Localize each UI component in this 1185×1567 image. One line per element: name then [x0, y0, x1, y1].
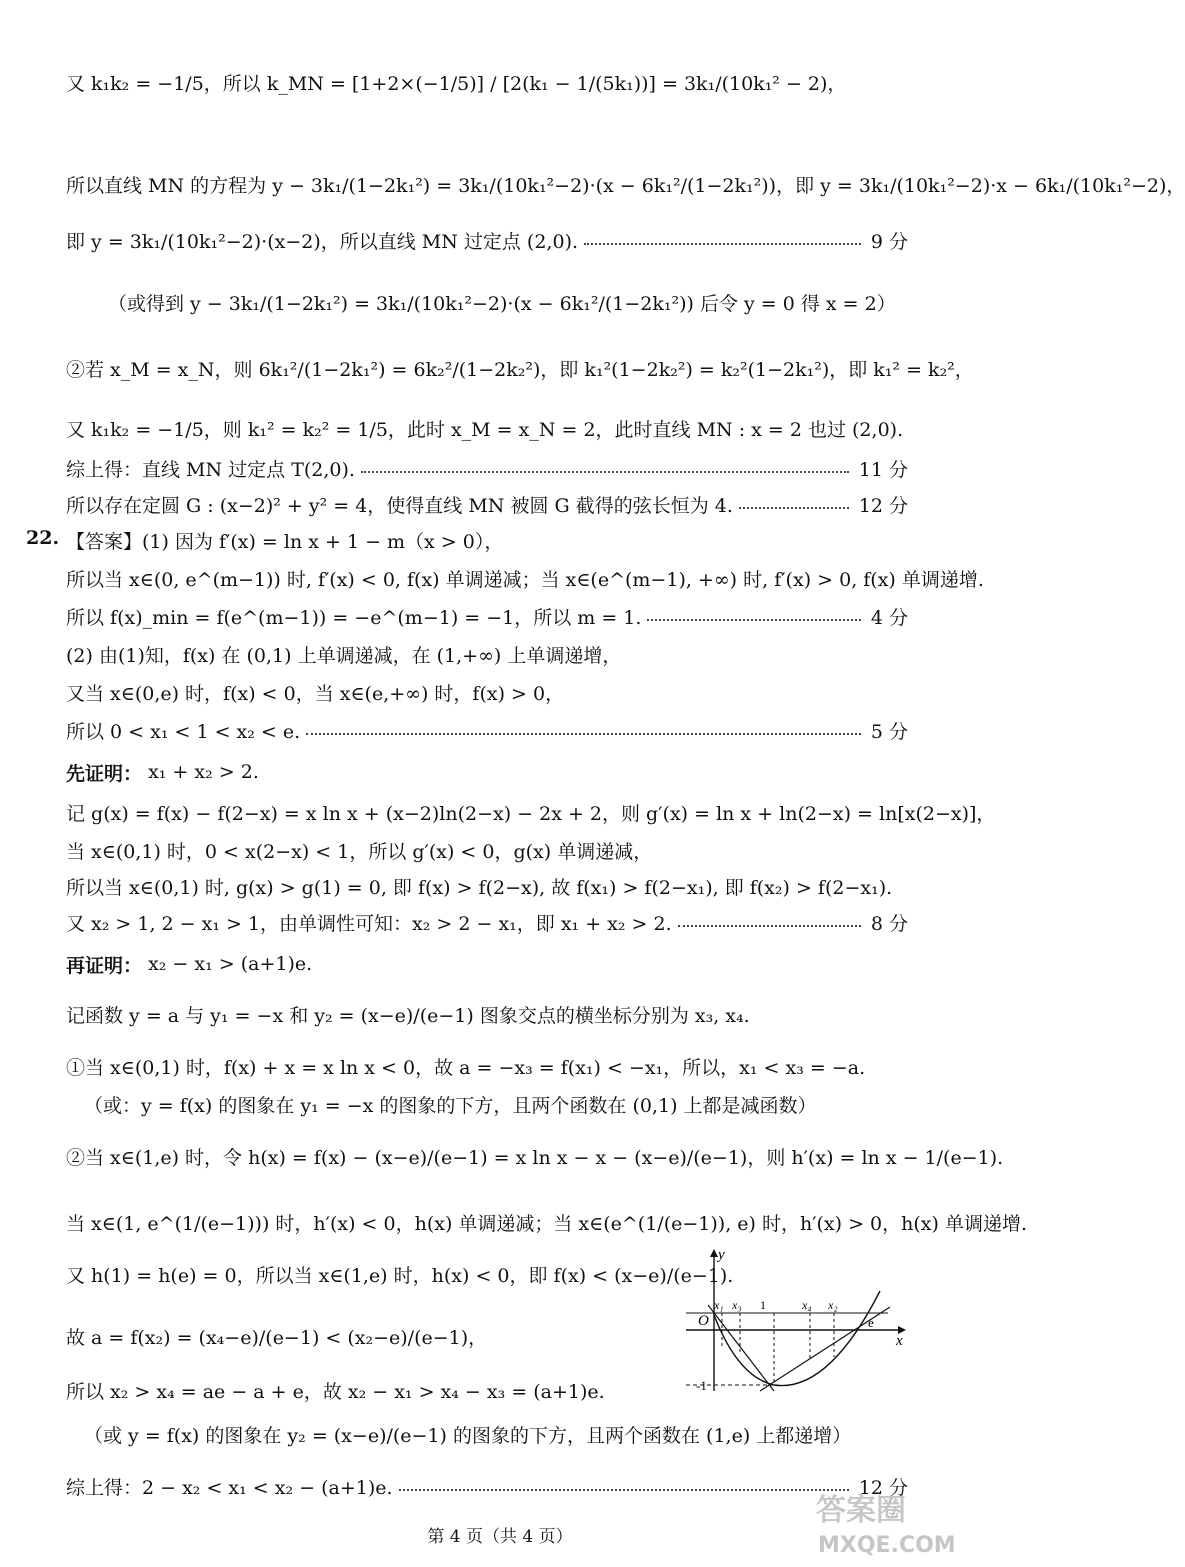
line-23: （或：y = f(x) 的图象在 y₁ = −x 的图象的下方，且两个函数在 (0,1) 上都是减函数）	[84, 1094, 817, 1117]
line-8: 所以存在定圆 G : (x−2)² + y² = 4，使得直线 MN 被圆 G 截得的弦长恒为 4. 12 分	[66, 494, 908, 517]
line-12: (2) 由(1)知，f(x) 在 (0,1) 上单调递减，在 (1,+∞) 上单调递增，	[66, 644, 622, 667]
line-6: 又 k₁k₂ = −1/5，则 k₁² = k₂² = 1/5，此时 x_M = x_N = 2，此时直线 MN : x = 2 也过 (2,0).	[66, 418, 904, 441]
line-1: 又 k₁k₂ = −1/5，所以 k_MN = [1+2×(−1/5)] / [2(k₁ − 1/(5k₁))] = 3k₁/(10k₁² − 2)，	[66, 72, 847, 95]
line-20: 再证明： x₂ − x₁ > (a+1)e.	[66, 953, 313, 977]
watermark-url: MXQE.COM	[818, 1533, 956, 1558]
line-2: 所以直线 MN 的方程为 y − 3k₁/(1−2k₁²) = 3k₁/(10k₁²−2)·(x − 6k₁²/(1−2k₁²))，即 y = 3k₁/(10k₁²−2)·x − 6k₁/(10k₁²−2)，	[66, 174, 1185, 197]
question-number: 22.	[26, 527, 60, 549]
line-3: 即 y = 3k₁/(10k₁²−2)·(x−2)，所以直线 MN 过定点 (2,0). 9 分	[66, 230, 908, 253]
y-axis-arrow	[710, 1249, 718, 1257]
line-14: 所以 0 < x₁ < 1 < x₂ < e. 5 分	[66, 720, 908, 743]
line-y1	[708, 1305, 774, 1391]
line-4: （或得到 y − 3k₁/(1−2k₁²) = 3k₁/(10k₁²−2)·(x − 6k₁²/(1−2k₁²)) 后令 y = 0 得 x = 2）	[108, 292, 896, 315]
line-10: 所以当 x∈(0, e^(m−1)) 时, f′(x) < 0, f(x) 单调递减；当 x∈(e^(m−1), +∞) 时, f′(x) > 0, f(x) 单调递增.	[66, 568, 984, 591]
page-footer: 第 4 页（共 4 页）	[427, 1527, 573, 1547]
line-11: 所以 f(x)_min = f(e^(m−1)) = −e^(m−1) = −1，所以 m = 1. 4 分	[66, 606, 908, 629]
line-7: 综上得：直线 MN 过定点 T(2,0). 11 分	[66, 458, 908, 481]
line-26: 又 h(1) = h(e) = 0，所以当 x∈(1,e) 时，h(x) < 0，即 f(x) < (x−e)/(e−1).	[66, 1264, 734, 1287]
line-16: 记 g(x) = f(x) − f(2−x) = x ln x + (x−2)ln(2−x) − 2x + 2，则 g′(x) = ln x + ln(2−x) = ln[x(2−x)]，	[66, 802, 996, 825]
label-origin: O	[698, 1313, 709, 1329]
line-22: ①当 x∈(0,1) 时，f(x) + x = x ln x < 0，故 a = −x₃ = f(x₁) < −x₁，所以，x₁ < x₃ = −a.	[66, 1056, 866, 1079]
line-17: 当 x∈(0,1) 时，0 < x(2−x) < 1，所以 g′(x) < 0，g(x) 单调递减，	[66, 840, 653, 863]
label-x1: x₁	[714, 1298, 724, 1312]
watermark-logo	[808, 1482, 978, 1562]
label-x: x	[896, 1333, 903, 1349]
watermark-text: 答案圈	[816, 1493, 906, 1528]
line-9: 【答案】(1) 因为 f′(x) = ln x + 1 − m（x > 0），	[66, 530, 504, 553]
line-15: 先证明： x₁ + x₂ > 2.	[66, 761, 259, 785]
label-e: e	[868, 1315, 874, 1330]
label-minus-one: -1	[696, 1378, 707, 1393]
label-y: y	[718, 1247, 725, 1263]
line-27: 故 a = f(x₂) = (x₄−e)/(e−1) < (x₂−e)/(e−1)，	[66, 1326, 488, 1349]
function-graph	[678, 1245, 912, 1397]
line-25: 当 x∈(1, e^(1/(e−1))) 时，h′(x) < 0，h(x) 单调递减；当 x∈(e^(1/(e−1)), e) 时，h′(x) > 0，h(x) 单调递增.	[66, 1212, 1028, 1235]
label-x4: x₄	[802, 1298, 812, 1312]
label-x2: x₂	[828, 1298, 838, 1312]
line-24: ②当 x∈(1,e) 时，令 h(x) = f(x) − (x−e)/(e−1) = x ln x − x − (x−e)/(e−1)，则 h′(x) = ln x − 1/(e−1).	[66, 1146, 1004, 1169]
line-5: ②若 x_M = x_N，则 6k₁²/(1−2k₁²) = 6k₂²/(1−2k₂²)，即 k₁²(1−2k₂²) = k₂²(1−2k₁²)，即 k₁² = k₂²，	[66, 358, 974, 381]
label-x3: x₃	[732, 1298, 742, 1312]
line-21: 记函数 y = a 与 y₁ = −x 和 y₂ = (x−e)/(e−1) 图象交点的横坐标分别为 x₃, x₄.	[66, 1004, 750, 1027]
line-29: （或 y = f(x) 的图象在 y₂ = (x−e)/(e−1) 的图象的下方，且两个函数在 (1,e) 上都递增）	[84, 1424, 852, 1447]
line-13: 又当 x∈(0,e) 时，f(x) < 0，当 x∈(e,+∞) 时，f(x) > 0，	[66, 682, 565, 705]
label-one: 1	[760, 1298, 766, 1312]
line-30: 综上得：2 − x₂ < x₁ < x₂ − (a+1)e. 12 分	[66, 1476, 908, 1499]
line-19: 又 x₂ > 1, 2 − x₁ > 1，由单调性可知：x₂ > 2 − x₁，即 x₁ + x₂ > 2. 8 分	[66, 912, 908, 935]
line-28: 所以 x₂ > x₄ = ae − a + e，故 x₂ − x₁ > x₄ − x₃ = (a+1)e.	[66, 1380, 605, 1403]
line-18: 所以当 x∈(0,1) 时, g(x) > g(1) = 0, 即 f(x) > f(2−x), 故 f(x₁) > f(2−x₁), 即 f(x₂) > f(2−x₁).	[66, 876, 893, 899]
